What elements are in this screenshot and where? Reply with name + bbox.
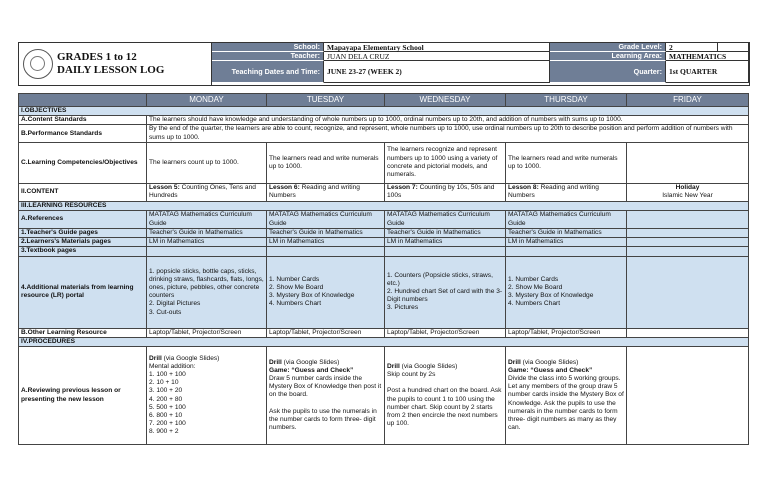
lesson-number: Lesson 5: <box>149 184 180 192</box>
day-header-monday: MONDAY <box>147 94 267 107</box>
textbook-label: 3.Textbook pages <box>19 247 147 256</box>
other-resource-label: B.Other Learning Resource <box>19 328 147 337</box>
additional-monday: 1. popsicle sticks, bottle caps, sticks, drinking straws, flashcards, flats, longs, ones, picture, pebbles, other concrete counters 2. Digital Pictures 3. Cut-outs <box>147 256 267 328</box>
drill-source: (via Google Slides) <box>520 358 579 366</box>
tg-thursday: Teacher's Guide in Mathematics <box>506 229 627 238</box>
review-friday <box>627 347 749 445</box>
performance-standards-label: B.Performance Standards <box>19 125 147 142</box>
lesson-title: Counting by 10s, 50s and 100s <box>387 184 495 200</box>
references-tuesday: MATATAG Mathematics Curriculum Guide <box>267 211 385 229</box>
lesson-title: Reading and writing Numbers <box>508 184 599 200</box>
lm-monday: LM in Mathematics <box>147 238 267 247</box>
tg-tuesday: Teacher's Guide in Mathematics <box>267 229 385 238</box>
day-header-thursday: THURSDAY <box>506 94 627 107</box>
textbook-wednesday <box>385 247 506 256</box>
title-line-1: GRADES 1 to 12 <box>57 51 137 63</box>
lesson-friday <box>627 183 749 201</box>
header-block <box>18 42 750 86</box>
review-thursday-text: Divide the class into 5 working groups. Let any members of the group draw 5 number cards inside the Mystery Box of Knowledge. Ask the pupils to use the numerals in the number cards to form three- digit numbers as many as they can. <box>508 375 624 432</box>
additional-thursday: 1. Number Cards 2. Show Me Board 3. Mystery Box of Knowledge 4. Numbers Chart <box>506 256 627 328</box>
lm-friday <box>627 238 749 247</box>
competencies-label: C.Learning Competencies/Objectives <box>19 142 147 183</box>
review-monday-text: Mental addition: 1. 100 + 100 2. 10 + 10 3. 100 + 20 4. 200 + 80 5. 500 + 100 6. 800 + 10 7. 200 + 100 8. 900 + 2 <box>149 362 196 436</box>
competency-monday: The learners count up to 1000. <box>147 142 267 183</box>
day-header-friday: FRIDAY <box>627 94 749 107</box>
textbook-monday <box>147 247 267 256</box>
section-procedures: IV.PROCEDURES <box>19 337 749 346</box>
game-title: Game: “Guess and Check” <box>269 366 354 374</box>
corner-cell <box>19 94 147 107</box>
other-tuesday: Laptop/Tablet, Projector/Screen <box>267 328 385 337</box>
game-title: Game: “Guess and Check” <box>508 366 593 374</box>
dates-value: JUNE 23-27 (WEEK 2) <box>324 61 550 83</box>
tg-wednesday: Teacher's Guide in Mathematics <box>385 229 506 238</box>
review-wednesday-text: Skip count by 2s Post a hundred chart on the board. Ask the pupils to count 1 to 100 using the number chart. Skip count by 2 starts from 2 then encircle the next numbers up 100. <box>387 370 502 428</box>
additional-tuesday: 1. Number Cards 2. Show Me Board 3. Mystery Box of Knowledge 4. Numbers Chart <box>267 256 385 328</box>
lesson-thursday <box>506 183 627 201</box>
area-label: Learning Area: <box>550 52 666 61</box>
additional-friday <box>627 256 749 328</box>
references-wednesday: MATATAG Mathematics Curriculum Guide <box>385 211 506 229</box>
deped-seal-icon <box>23 49 53 79</box>
dates-label: Teaching Dates and Time: <box>212 61 324 83</box>
grade-value: 2 <box>666 43 718 52</box>
school-value: Mapayapa Elementary School <box>324 43 550 52</box>
content-standards-text: The learners should have knowledge and understanding of whole numbers up to 1000, ordinal numbers up to 20th, and addition of numbers with sums up to 1000. <box>147 116 749 125</box>
lesson-table <box>18 93 749 445</box>
references-monday: MATATAG Mathematics Curriculum Guide <box>147 211 267 229</box>
title-cell <box>19 43 212 85</box>
holiday-label: Holiday <box>675 184 700 192</box>
performance-standards-text: By the end of the quarter, the learners are able to count, recognize, and represent, whole numbers up to 1000, use ordinal numbers up to 20th to describe position and perform addition of numbers with sums up to 1000. <box>147 125 749 142</box>
lm-thursday: LM in Mathematics <box>506 238 627 247</box>
content-label: II.CONTENT <box>19 183 147 201</box>
quarter-value: 1st QUARTER <box>666 61 749 83</box>
drill-source: (via Google Slides) <box>281 358 340 366</box>
tg-friday <box>627 229 749 238</box>
other-thursday: Laptop/Tablet, Projector/Screen <box>506 328 627 337</box>
competency-friday <box>627 142 749 183</box>
review-tuesday <box>267 347 385 445</box>
area-value: MATHEMATICS <box>666 52 749 61</box>
header-fields <box>212 43 749 85</box>
lm-tuesday: LM in Mathematics <box>267 238 385 247</box>
lesson-title: Reading and writing Numbers <box>269 184 360 200</box>
references-label: A.References <box>19 211 147 229</box>
lm-wednesday: LM in Mathematics <box>385 238 506 247</box>
tg-monday: Teacher's Guide in Mathematics <box>147 229 267 238</box>
references-friday <box>627 211 749 229</box>
lm-label: 2.Learners's Materials pages <box>19 238 147 247</box>
lesson-tuesday <box>267 183 385 201</box>
other-monday: Laptop/Tablet, Projector/Screen <box>147 328 267 337</box>
lesson-number: Lesson 6: <box>269 184 300 192</box>
lesson-number: Lesson 8: <box>508 184 539 192</box>
review-monday <box>147 347 267 445</box>
drill-source: (via Google Slides) <box>161 354 220 362</box>
drill-label: Drill <box>149 354 162 362</box>
teacher-label: Teacher: <box>212 52 324 61</box>
teacher-value: JUAN DELA CRUZ <box>324 52 550 61</box>
review-label: A.Reviewing previous lesson or presenting the new lesson <box>19 347 147 445</box>
lesson-number: Lesson 7: <box>387 184 418 192</box>
additional-wednesday: 1. Counters (Popsicle sticks, straws, etc.) 2. Hundred chart Set of card with the 3- Digit numbers 3. Pictures <box>385 256 506 328</box>
section-resources: III.LEARNING RESOURCES <box>19 201 749 210</box>
day-header-tuesday: TUESDAY <box>267 94 385 107</box>
other-friday <box>627 328 749 337</box>
drill-source: (via Google Slides) <box>399 362 458 370</box>
drill-label: Drill <box>269 358 282 366</box>
textbook-friday <box>627 247 749 256</box>
grade-label: Grade Level: <box>550 43 666 52</box>
textbook-tuesday <box>267 247 385 256</box>
log-title <box>57 51 164 77</box>
competency-tuesday: The learners read and write numerals up to 1000. <box>267 142 385 183</box>
textbook-thursday <box>506 247 627 256</box>
lesson-title: Counting Ones, Tens and Hundreds <box>149 184 256 200</box>
additional-materials-label: 4.Additional materials from learning resource (LR) portal <box>19 256 147 328</box>
lesson-wednesday <box>385 183 506 201</box>
competency-thursday: The learners read and write numerals up to 1000. <box>506 142 627 183</box>
competency-wednesday: The learners recognize and represent numbers up to 1000 using a variety of concrete and pictorial models, and numerals. <box>385 142 506 183</box>
day-header-wednesday: WEDNESDAY <box>385 94 506 107</box>
lesson-monday <box>147 183 267 201</box>
review-tuesday-text: Draw 5 number cards inside the Mystery Box of Knowledge then post it on the board. Ask the pupils to use the numerals in the number cards to form three- digit numbers. <box>269 375 382 432</box>
holiday-name: Islamic New Year <box>662 192 713 200</box>
school-label: School: <box>212 43 324 52</box>
review-thursday <box>506 347 627 445</box>
content-standards-label: A.Content Standards <box>19 116 147 125</box>
other-wednesday: Laptop/Tablet, Projector/Screen <box>385 328 506 337</box>
drill-label: Drill <box>508 358 521 366</box>
review-wednesday <box>385 347 506 445</box>
tg-label: 1.Teacher's Guide pages <box>19 229 147 238</box>
section-objectives: I.OBJECTIVES <box>19 107 749 116</box>
drill-label: Drill <box>387 362 400 370</box>
title-line-2: DAILY LESSON LOG <box>57 64 165 76</box>
references-thursday: MATATAG Mathematics Curriculum Guide <box>506 211 627 229</box>
quarter-label: Quarter: <box>550 61 666 83</box>
